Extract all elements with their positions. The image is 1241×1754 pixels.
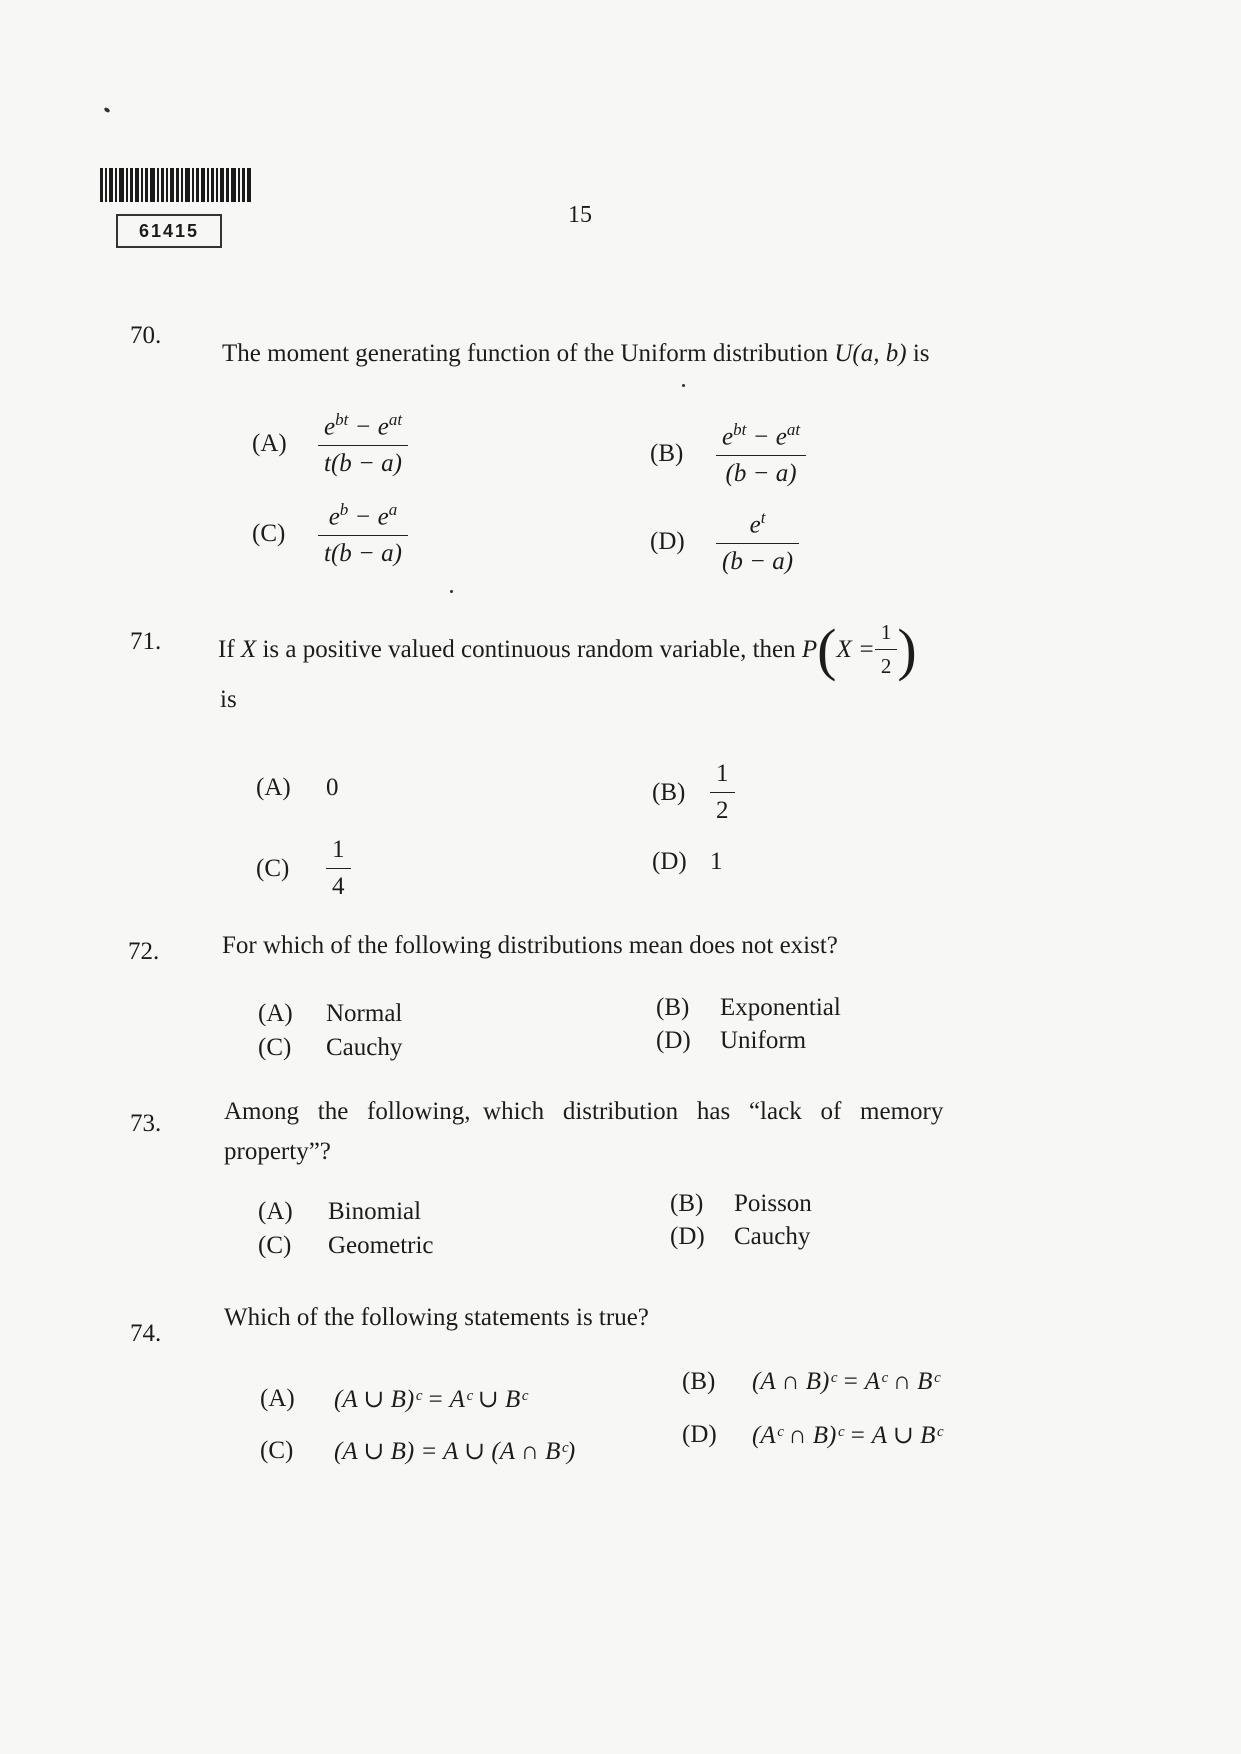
question-73-option-c: (C) Geometric	[258, 1232, 434, 1259]
question-73-text-line2: property”?	[224, 1138, 331, 1165]
question-71-option-a: (A) 0	[256, 774, 339, 801]
question-70-option-b: (B) $\frac{e^{bt} - e^{at}}{(b - a)}$	[650, 420, 806, 488]
question-70-option-a: (A) $\frac{e^{bt} - e^{at}}{t(b - a)}$	[252, 410, 408, 478]
fraction: $\frac{1}{2}$	[875, 620, 898, 679]
question-72-option-d: (D) Uniform	[656, 1027, 807, 1054]
fraction: $\frac{1}{2}$	[710, 760, 735, 825]
question-74-number: 74.	[130, 1320, 162, 1347]
scan-mark	[682, 384, 685, 387]
fraction: $\frac{e^b - e^a}{t(b - a)}$	[318, 500, 408, 568]
question-73-option-b: (B) Poisson	[670, 1190, 812, 1217]
question-72-option-b: (B) Exponential	[656, 994, 841, 1021]
fraction: $\frac{e^{bt} - e^{at}}{t(b - a)}$	[318, 410, 408, 478]
question-70-number: 70.	[130, 322, 162, 349]
question-74-option-b: (B) (A ∩ B)ᶜ = Aᶜ ∩ Bᶜ	[682, 1368, 940, 1395]
question-73-text-line1: Among the following, which distribution has “lack of memory	[224, 1098, 944, 1125]
question-70-text: The moment generating function of the Uniform distribution U(a, b) is	[222, 340, 930, 367]
question-73-number: 73.	[130, 1110, 162, 1137]
question-73-option-a: (A) Binomial	[258, 1198, 422, 1225]
fraction: $\frac{e^{bt} - e^{at}}{(b - a)}$	[716, 420, 806, 488]
scan-mark	[103, 107, 110, 114]
page-number: 15	[568, 202, 592, 228]
question-71-option-b: (B) $\frac{1}{2}$	[652, 760, 735, 825]
question-74-option-c: (C) (A ∪ B) = A ∪ (A ∩ Bᶜ)	[260, 1437, 576, 1465]
question-74-text: Which of the following statements is true?	[224, 1304, 649, 1331]
scan-mark	[450, 590, 453, 593]
fraction: $\frac{1}{4}$	[326, 836, 351, 901]
question-71-continuation: is	[220, 686, 237, 713]
question-73-option-d: (D) Cauchy	[670, 1223, 811, 1250]
question-72-number: 72.	[128, 938, 160, 965]
question-71-number: 71.	[130, 628, 162, 655]
paper-code: 61415	[116, 214, 222, 248]
question-70-option-c: (C) $\frac{e^b - e^a}{t(b - a)}$	[252, 500, 408, 568]
fraction: $\frac{e^t}{(b - a)}$	[716, 508, 799, 576]
question-71-option-c: (C) $\frac{1}{4}$	[256, 836, 351, 901]
barcode	[100, 168, 278, 202]
question-74-option-a: (A) (A ∪ B)ᶜ = Aᶜ ∪ Bᶜ	[260, 1385, 527, 1413]
question-70-option-d: (D) $\frac{e^t}{(b - a)}$	[650, 508, 799, 576]
question-71-option-d: (D) 1	[652, 848, 723, 875]
question-71-text: If X is a positive valued continuous random variable, then P ( X = $\frac{1}{2}$ )	[218, 616, 917, 682]
question-74-option-d: (D) (Aᶜ ∩ B)ᶜ = A ∪ Bᶜ	[682, 1421, 942, 1449]
question-72-option-a: (A) Normal	[258, 1000, 403, 1027]
question-72-text: For which of the following distributions mean does not exist?	[222, 932, 838, 959]
question-72-option-c: (C) Cauchy	[258, 1034, 403, 1061]
